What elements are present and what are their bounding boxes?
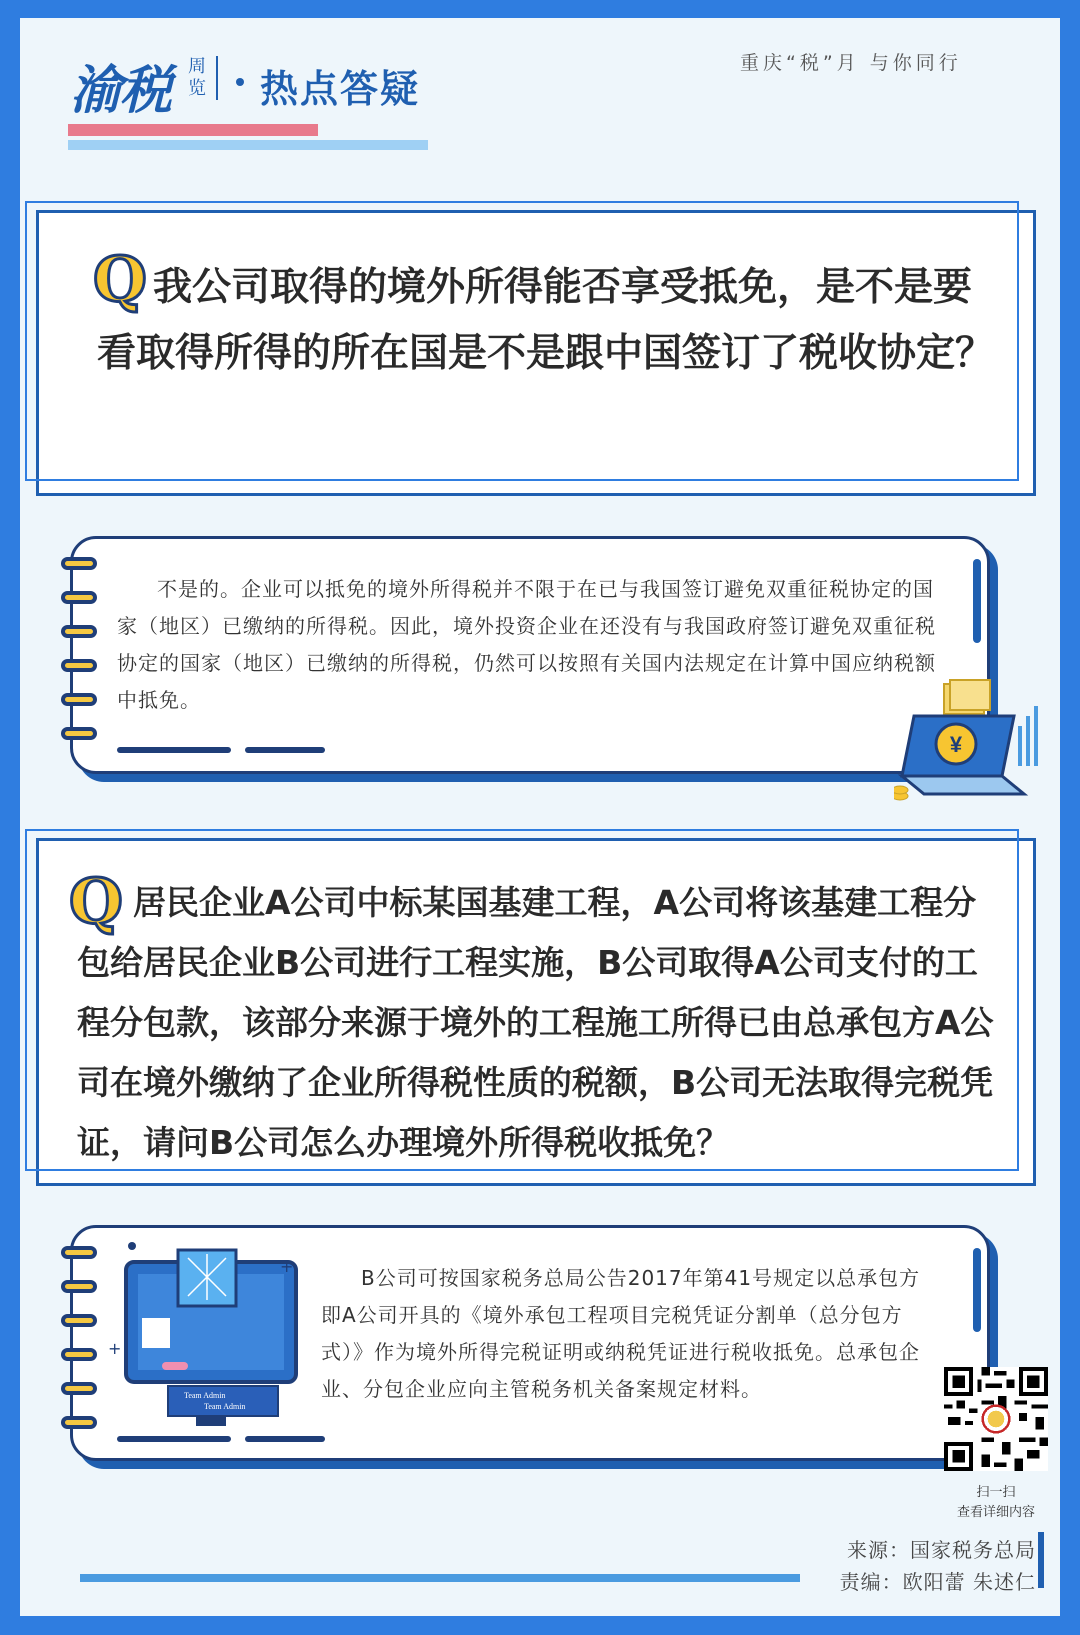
money-stack-icon bbox=[950, 680, 990, 710]
tag-pill-icon bbox=[162, 1362, 188, 1370]
qr-caption bbox=[940, 1483, 1052, 1523]
brand-logo: 渝税 bbox=[70, 60, 171, 121]
footer-accent-bar bbox=[1038, 1532, 1044, 1588]
qr-caption-line1: 扫一扫 bbox=[976, 1485, 1016, 1500]
binder-ring-icon bbox=[61, 1314, 97, 1327]
screen-label-2: Team Admin bbox=[204, 1402, 246, 1411]
question-card-2 bbox=[36, 838, 1036, 1186]
question-card-1 bbox=[36, 210, 1036, 496]
question-text-1: 我公司取得的境外所得能否享受抵免，是不是要看取得所得的所在国是不是跟中国签订了税收协定？ bbox=[97, 265, 995, 376]
question-mark-icon: Q bbox=[93, 243, 148, 316]
binder-ring-icon bbox=[61, 727, 97, 740]
title-dot bbox=[236, 78, 244, 86]
binder-ring-icon bbox=[61, 1246, 97, 1259]
question-text-2: 居民企业A公司中标某国基建工程，A公司将该基建工程分包给居民企业B公司进行工程实施，B公司取得A公司支付的工程分包款，该部分来源于境外的工程施工所得已由总承包方A公司在境外缴纳了企业所得税性质的税额，B公司无法取得完税凭证，请问B公司怎么办理境外所得税收抵免？ bbox=[77, 883, 994, 1162]
binder-ring-icon bbox=[61, 693, 97, 706]
slogan: 重庆“税”月 与你同行 bbox=[740, 52, 962, 74]
editor-text: 责编：欧阳蕾 朱述仁 bbox=[839, 1570, 1036, 1594]
binder-ring-icon bbox=[61, 1382, 97, 1395]
decor-bar-blue bbox=[68, 140, 428, 150]
coin-stack-icon bbox=[894, 786, 908, 794]
laptop-base-icon bbox=[902, 776, 1024, 794]
chart-bar-icon bbox=[1018, 726, 1022, 766]
decor-dash bbox=[117, 1436, 231, 1442]
decor-dash bbox=[117, 747, 231, 753]
decor-bar-red bbox=[68, 124, 318, 136]
section-title: 热点答疑 bbox=[260, 67, 421, 111]
chart-bar-icon bbox=[1034, 706, 1038, 766]
header bbox=[48, 40, 468, 150]
binder-ring-icon bbox=[61, 591, 97, 604]
finance-laptop-illustration bbox=[894, 676, 1044, 806]
binder-ring-icon bbox=[61, 625, 97, 638]
chart-bar-icon bbox=[1026, 716, 1030, 766]
answer-text-1: 不是的。企业可以抵免的境外所得税并不限于在已与我国签订避免双重征税协定的国家（地区）已缴纳的所得税。因此，境外投资企业在还没有与我国政府签订避免双重征税协定的国家（地区）已缴纳的所得税，仍然可以按照有关国内法规定在计算中国应纳税额中抵免。 bbox=[117, 577, 936, 712]
computer-monitor-illustration bbox=[108, 1238, 318, 1428]
answer-card-1 bbox=[70, 536, 990, 774]
qr-code-icon[interactable] bbox=[944, 1367, 1048, 1471]
sparkle-icon: + bbox=[108, 1339, 122, 1358]
decor-dot bbox=[128, 1242, 136, 1250]
question-mark-icon: Q bbox=[69, 865, 124, 938]
binder-ring-icon bbox=[61, 557, 97, 570]
brand-logo-sub: 周览 bbox=[188, 56, 218, 100]
footer-line bbox=[80, 1574, 800, 1582]
sparkle-icon: + bbox=[280, 1257, 294, 1276]
source-text: 来源：国家税务总局 bbox=[847, 1538, 1036, 1562]
decor-dash bbox=[245, 747, 325, 753]
decor-vertical-line bbox=[973, 559, 981, 643]
screen-label-1: Team Admin bbox=[184, 1391, 226, 1400]
qr-caption-line2: 查看详细内容 bbox=[956, 1505, 1035, 1520]
binder-ring-icon bbox=[61, 1348, 97, 1361]
monitor-stand-icon bbox=[196, 1416, 226, 1426]
decor-dash bbox=[245, 1436, 325, 1442]
binder-ring-icon bbox=[61, 659, 97, 672]
profile-card-icon bbox=[142, 1318, 170, 1348]
binder-ring-icon bbox=[61, 1416, 97, 1429]
answer-text-2: B公司可按国家税务总局公告2017年第41号规定以总承包方即A公司开具的《境外承包工程项目完税凭证分割单（总分包方式）》作为境外所得完税证明或纳税凭证进行税收抵免。总承包企业、分包企业应向主管税务机关备案规定材料。 bbox=[321, 1266, 921, 1401]
decor-vertical-line bbox=[973, 1248, 981, 1332]
coin-symbol: ¥ bbox=[949, 732, 963, 757]
binder-ring-icon bbox=[61, 1280, 97, 1293]
